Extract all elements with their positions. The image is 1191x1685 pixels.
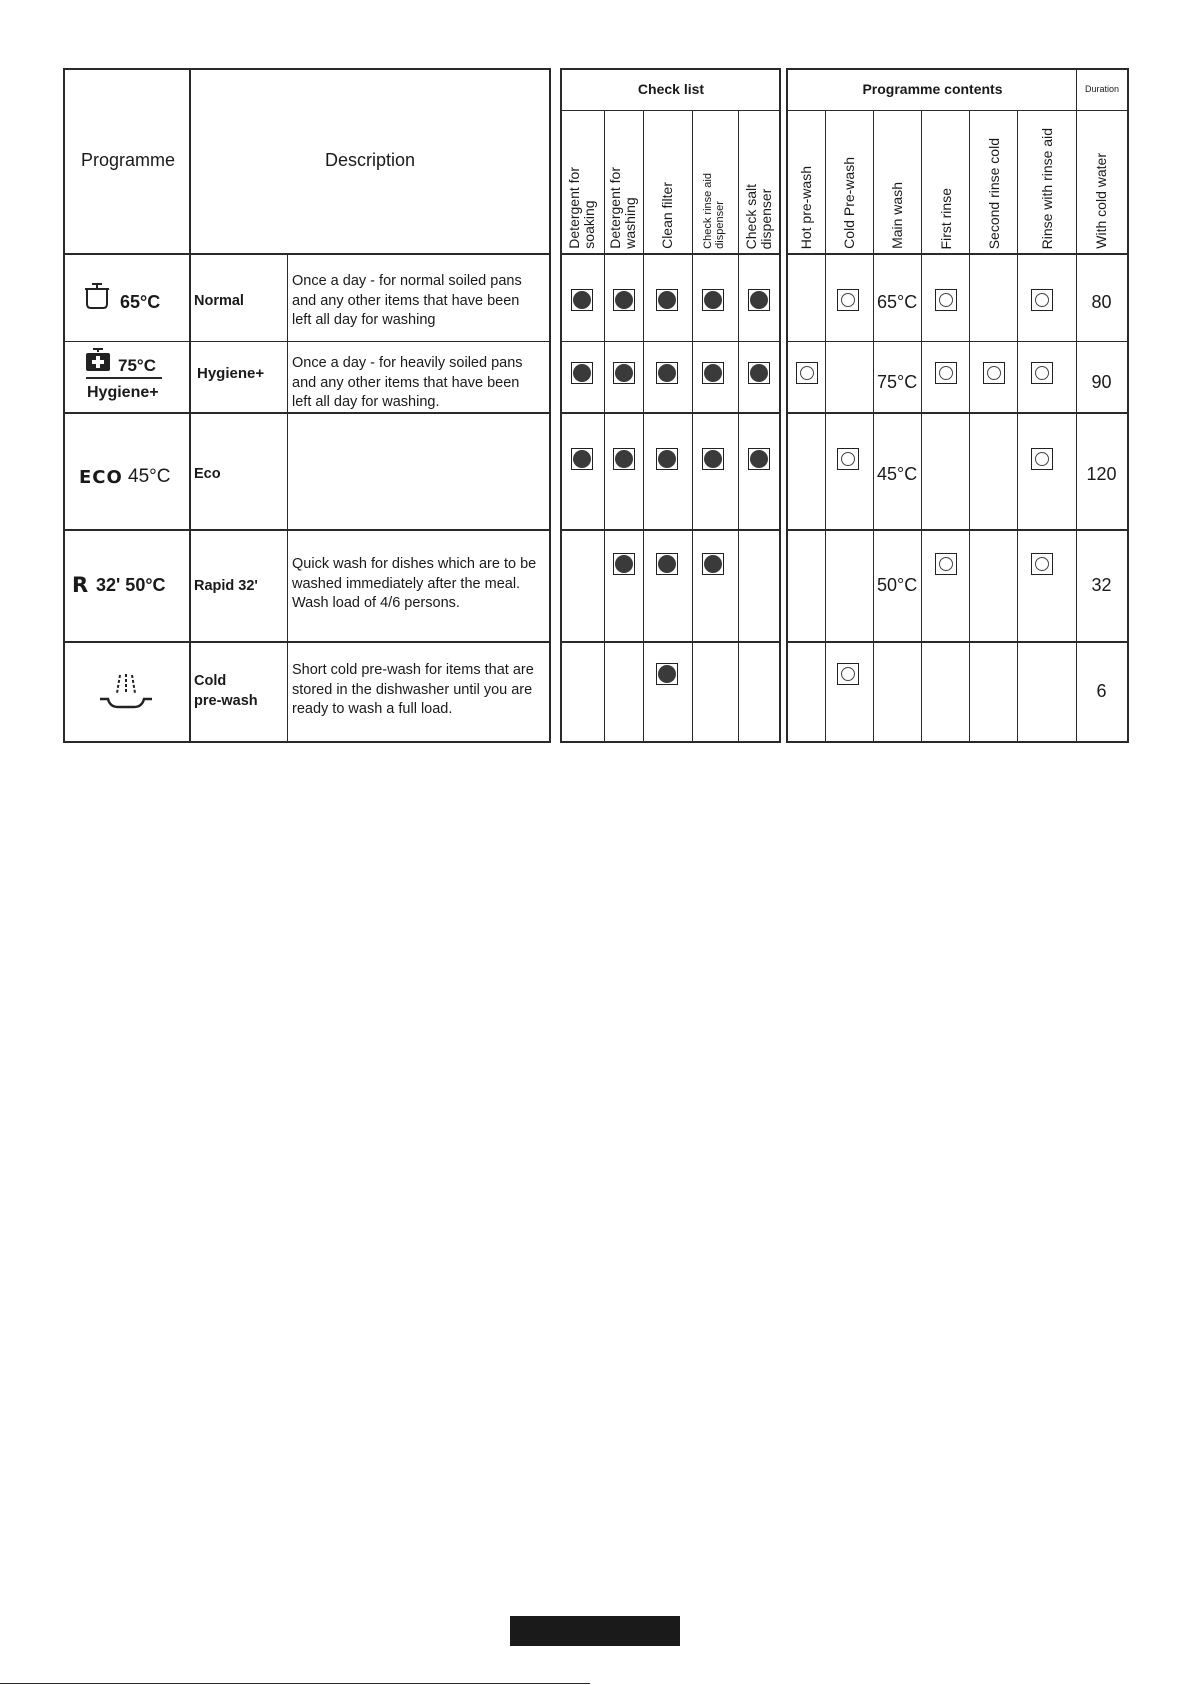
check-mark [571, 448, 593, 470]
desc-line: Once a day - for normal soiled pans [292, 273, 522, 289]
programme-description [292, 661, 534, 720]
col-label: With cold water [1093, 153, 1109, 249]
rule [63, 641, 551, 643]
programme-sub: Hygiene+ [87, 384, 159, 401]
duration-value: 120 [1086, 464, 1117, 484]
rule [1127, 68, 1129, 743]
phase-mark [1031, 289, 1053, 311]
desc-line: ready to wash a full load. [292, 701, 453, 717]
eco-badge: ECO [79, 467, 123, 488]
checklist-col-header [562, 111, 604, 253]
pot-icon [82, 282, 112, 310]
desc-line: Wash load of 4/6 persons. [292, 595, 460, 611]
programme-description [292, 272, 522, 331]
rule [560, 641, 781, 643]
desc-line: left all day for washing. [292, 394, 440, 410]
check-mark [702, 553, 724, 575]
contents-col-header [970, 111, 1017, 253]
phase-mark [935, 553, 957, 575]
rule [63, 68, 551, 70]
rule [560, 253, 781, 255]
programme-symbol [82, 282, 112, 315]
phase-mark [837, 448, 859, 470]
check-mark [702, 362, 724, 384]
contents-col-header [826, 111, 873, 253]
duration-value: 6 [1096, 681, 1107, 701]
desc-line: and any other items that have been [292, 292, 520, 309]
pot-plus-icon [84, 348, 112, 374]
checklist-col-header [739, 111, 779, 253]
checklist-title: Check list [637, 81, 705, 97]
col-label: First rinse [938, 187, 954, 249]
programme-header: Programme [80, 150, 176, 170]
check-mark [656, 553, 678, 575]
check-mark [656, 448, 678, 470]
rule [560, 741, 781, 743]
rule [63, 529, 551, 531]
check-mark [571, 362, 593, 384]
duration-value: 32 [1091, 575, 1112, 595]
desc-line: Quick wash for dishes which are to be [292, 556, 537, 572]
duration-value: 90 [1091, 372, 1112, 392]
main-wash-temp: 75°C [877, 372, 918, 392]
phase-mark [935, 289, 957, 311]
contents-title: Programme contents [862, 81, 1003, 97]
programme-name: Normal [194, 293, 244, 309]
check-mark [748, 362, 770, 384]
rule [560, 68, 781, 70]
rule [549, 68, 551, 743]
phase-mark [1031, 362, 1053, 384]
rule [786, 68, 1129, 70]
desc-line: and any other items that have been [292, 374, 520, 391]
col-label: Clean filter [659, 182, 675, 249]
col-label: Main wash [889, 182, 905, 249]
check-mark [613, 289, 635, 311]
programme-symbol [84, 348, 112, 379]
rule [287, 253, 288, 743]
programme-temp: 45°C [128, 466, 171, 487]
col-label: Second rinse cold [986, 137, 1002, 249]
check-mark [748, 289, 770, 311]
checklist-col-header [644, 111, 692, 253]
rapid-badge: R [72, 573, 89, 597]
main-wash-temp: 45°C [877, 464, 918, 484]
duration-value: 80 [1091, 292, 1112, 312]
col-label: Rinse with rinse aid [1039, 127, 1055, 249]
programme-description [292, 354, 523, 413]
main-wash-temp: 65°C [877, 292, 918, 312]
col-label: Hot pre-wash [798, 165, 814, 249]
page-number-bar [510, 1616, 680, 1646]
rule [63, 253, 551, 255]
rule [63, 341, 551, 342]
rule [786, 741, 1129, 743]
checklist-col-header [693, 111, 738, 253]
cold-prewash-spray-icon [98, 671, 154, 709]
contents-col-header [1018, 111, 1076, 253]
programme-name: Eco [194, 466, 221, 482]
programme-symbol [98, 671, 154, 714]
duration-title: Duration [1084, 84, 1120, 94]
check-mark [613, 553, 635, 575]
bottom-rule [0, 1683, 590, 1684]
rule [786, 412, 1129, 414]
check-mark [702, 448, 724, 470]
desc-line: Once a day - for heavily soiled pans [292, 355, 523, 371]
programme-name: Cold pre-wash [194, 673, 258, 709]
rule [786, 341, 1129, 342]
rule [63, 741, 551, 743]
rule [786, 529, 1129, 531]
rule [786, 253, 1129, 255]
desc-line: stored in the dishwasher until you are [292, 681, 533, 698]
check-mark [748, 448, 770, 470]
check-mark [702, 289, 724, 311]
rule [560, 529, 781, 531]
rule [779, 68, 781, 743]
programme-description [292, 555, 536, 614]
description-header: Description [324, 150, 416, 170]
phase-mark [796, 362, 818, 384]
col-label: Detergent for washing [607, 167, 638, 249]
programme-temp: 65°C [120, 292, 161, 312]
check-mark [656, 362, 678, 384]
desc-line: washed immediately after the meal. [292, 575, 521, 592]
check-mark [613, 448, 635, 470]
desc-line: left all day for washing [292, 312, 436, 328]
programme-temp: 32' 50°C [96, 575, 166, 595]
programme-name: Hygiene+ [197, 365, 265, 382]
check-mark [613, 362, 635, 384]
programme-temp: 75°C [118, 356, 156, 375]
check-mark [571, 289, 593, 311]
rule [786, 641, 1129, 643]
main-wash-temp: 50°C [877, 575, 918, 595]
phase-mark [983, 362, 1005, 384]
check-mark [656, 289, 678, 311]
rule [63, 68, 65, 743]
rule [560, 341, 781, 342]
duration-col-header [1077, 111, 1127, 253]
phase-mark [837, 663, 859, 685]
phase-mark [1031, 553, 1053, 575]
col-label: Check salt dispenser [743, 183, 774, 249]
phase-mark [837, 289, 859, 311]
programme-name: Rapid 32' [194, 578, 258, 594]
desc-line: Short cold pre-wash for items that are [292, 662, 534, 678]
phase-mark [1031, 448, 1053, 470]
col-label: Detergent for soaking [566, 167, 597, 249]
contents-col-header [922, 111, 969, 253]
rule [560, 412, 781, 414]
col-label: Check rinse aid dispenser [702, 173, 726, 249]
phase-mark [935, 362, 957, 384]
contents-col-header [874, 111, 921, 253]
symbol-divider [86, 377, 162, 379]
check-mark [656, 663, 678, 685]
col-label: Cold Pre-wash [841, 157, 857, 249]
checklist-col-header [605, 111, 643, 253]
contents-col-header [788, 111, 825, 253]
